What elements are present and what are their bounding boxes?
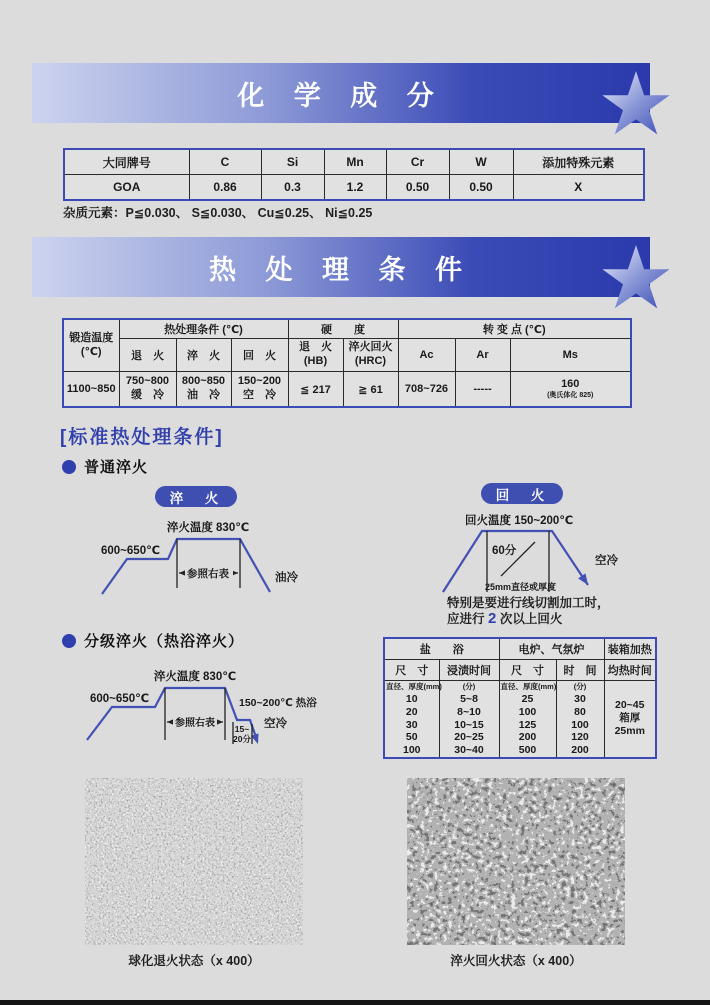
ht-anneal-cooling: 缓 冷 — [131, 389, 164, 401]
ht-sub-temper: 回 火 — [231, 339, 288, 372]
soak-furnace-times: (分) 30 80 100 120 200 — [556, 681, 604, 758]
wire-cut-note-line1: 特别是要进行线切割加工时， — [447, 596, 610, 610]
per-thickness-label: 25mm直径或厚度 — [485, 582, 557, 592]
ht-value-temper — [231, 372, 288, 408]
refer-table-label: 参照右表 — [187, 568, 229, 580]
chem-value-cr: 0.50 — [386, 175, 449, 201]
table-row — [63, 372, 631, 408]
soak-group-furnace: 电炉、气氛炉 — [499, 638, 604, 660]
ht-header-forging — [63, 319, 119, 372]
bullet-icon — [62, 460, 76, 474]
ht-value-anneal — [119, 372, 176, 408]
impurity-note: 杂质元素：P≦0.030、 S≦0.030、 Cu≦0.25、 Ni≦0.25 — [63, 206, 373, 220]
chem-value-special: X — [513, 175, 644, 201]
normal-quench-label: 普通淬火 — [84, 459, 149, 476]
standard-conditions-title: [标准热处理条件] — [60, 427, 224, 448]
chem-header-special: 添加特殊元素 — [513, 149, 644, 175]
soak-salt-times: (分) 5~8 8~10 10~15 20~25 30~40 — [439, 681, 499, 758]
banner-title-heat-treatment: 热 处 理 条 件 — [208, 254, 473, 285]
ht-sub-ac: Ac — [398, 339, 455, 372]
quench-badge: 淬 火 — [155, 486, 237, 507]
hot-bath-label: 150~200℃ 热浴 — [239, 697, 317, 709]
bullet-icon — [62, 634, 76, 648]
normal-quench-diagram — [95, 518, 310, 602]
ht-ms-austenitizing: (奥氏体化 825) — [547, 392, 594, 400]
ht-sub-anneal: 退 火 — [119, 339, 176, 372]
banner-title-chemical: 化 学 成 分 — [237, 80, 445, 111]
step-quench-heading — [62, 630, 244, 651]
chemical-composition-table — [63, 148, 645, 201]
ht-temper-cooling: 空 冷 — [243, 389, 276, 401]
soak-group-salt-bath: 盐 浴 — [384, 638, 499, 660]
ht-quench-cooling: 油 冷 — [187, 389, 220, 401]
chem-value-si: 0.3 — [261, 175, 324, 201]
quench-peak-label: 淬火温度 830℃ — [153, 671, 237, 683]
wire-cut-note — [447, 596, 610, 627]
chem-header-si: Si — [261, 149, 324, 175]
soak-group-box-heating: 装箱加热 — [604, 638, 656, 660]
section-banner-heat-treatment — [32, 237, 650, 297]
micrograph-spheroidize-annealed — [85, 778, 303, 945]
table-row — [384, 681, 656, 758]
normal-quench-heading — [62, 456, 148, 477]
ht-sub-quench: 淬 火 — [176, 339, 231, 372]
ht-value-ac: 708~726 — [398, 372, 455, 408]
ht-sub-hb-line1: 退 火 — [299, 341, 332, 354]
wire-cut-note-line2 — [447, 611, 610, 627]
step-quench-label: 分级淬火（热浴淬火） — [84, 633, 245, 650]
ht-sub-ms: Ms — [510, 339, 631, 372]
micrograph-caption-right: 淬火回火状态（x 400） — [450, 954, 582, 968]
chem-value-brand: GOA — [64, 175, 189, 201]
unit-label: (分) — [462, 682, 476, 691]
table-row — [64, 175, 644, 201]
chem-header-cr: Cr — [386, 149, 449, 175]
note-pre-text: 应进行 — [447, 612, 485, 626]
section-banner-chemical — [32, 63, 650, 123]
soak-sub-uniform-time: 均热时间 — [604, 660, 656, 681]
chem-value-w: 0.50 — [449, 175, 513, 201]
air-cool-label: 空冷 — [264, 718, 287, 730]
banner-star-icon — [598, 243, 674, 309]
preheat-label: 600~650℃ — [90, 693, 150, 705]
step-quench-diagram — [68, 652, 343, 754]
cool-arrowhead-icon — [578, 573, 588, 585]
temper-time-label: 60分 — [492, 545, 517, 557]
chem-header-w: W — [449, 149, 513, 175]
micrograph-caption-left: 球化退火状态（x 400） — [128, 954, 260, 968]
oil-cool-label: 油冷 — [275, 572, 298, 584]
banner-star-icon — [598, 69, 674, 135]
soak-sub-size1: 尺 寸 — [384, 660, 439, 681]
ht-value-ar: ----- — [455, 372, 510, 408]
ht-value-hb: ≦ 217 — [288, 372, 343, 408]
temper-badge: 回 火 — [481, 483, 563, 504]
soak-sub-size2: 尺 寸 — [499, 660, 556, 681]
ht-group-conditions: 热处理条件 (℃) — [119, 319, 288, 339]
chem-value-c: 0.86 — [189, 175, 261, 201]
chem-header-brand: 大同牌号 — [64, 149, 189, 175]
ht-forging-title: 锻造温度 — [69, 331, 114, 344]
ht-sub-hb-line2: (HB) — [303, 355, 328, 367]
ht-group-transform: 转 变 点 (℃) — [398, 319, 631, 339]
ht-group-hardness: 硬 度 — [288, 319, 398, 339]
note-post-text: 次以上回火 — [499, 612, 563, 626]
ht-value-quench — [176, 372, 231, 408]
hold-time-line2: 20分 — [233, 734, 251, 744]
ht-anneal-range: 750~800 — [125, 375, 170, 388]
refer-table-label: 参照右表 — [175, 718, 215, 729]
ht-value-hrc: ≧ 61 — [343, 372, 398, 408]
soaking-time-table — [383, 637, 657, 759]
unit-label: 直径、厚度(mm) — [386, 682, 442, 691]
air-cool-label: 空冷 — [595, 555, 618, 567]
soak-box-heating-value: 20~45 箱厚 25mm — [604, 681, 656, 758]
soak-salt-sizes: 直径、厚度(mm) 10 20 30 50 100 — [386, 682, 442, 757]
micrograph-texture — [407, 778, 625, 945]
ht-sub-hrc-line2: (HRC) — [354, 355, 387, 367]
ht-forging-unit: (℃) — [80, 345, 102, 358]
ht-value-ms — [510, 372, 631, 408]
ht-value-forging: 1100~850 — [63, 372, 119, 408]
soak-sub-time: 时 间 — [556, 660, 604, 681]
chem-header-c: C — [189, 149, 261, 175]
ht-sub-anneal-hb — [288, 339, 343, 372]
heat-treatment-table — [62, 318, 632, 408]
ht-quench-range: 800~850 — [181, 375, 226, 388]
micrograph-quench-tempered — [407, 778, 625, 945]
chem-value-mn: 1.2 — [324, 175, 386, 201]
soak-sub-soak-time: 浸渍时间 — [439, 660, 499, 681]
temper-peak-label: 回火温度 150~200℃ — [465, 515, 574, 527]
ht-sub-quench-temper-hrc — [343, 339, 398, 372]
unit-label: (分) — [573, 682, 587, 691]
page-bottom-edge — [0, 1000, 710, 1005]
ht-sub-hrc-line1: 淬火回火 — [348, 341, 393, 354]
hold-time-line1: 15~ — [234, 724, 250, 734]
ht-sub-ar: Ar — [455, 339, 510, 372]
temper-diagram — [435, 512, 640, 602]
note-times-number: 2 — [488, 610, 497, 627]
preheat-label: 600~650℃ — [101, 545, 161, 557]
ht-temper-range: 150~200 — [237, 375, 282, 388]
unit-label: 直径、厚度(mm) — [500, 682, 557, 691]
ht-ms-value: 160 — [561, 378, 580, 391]
chem-header-mn: Mn — [324, 149, 386, 175]
soak-furnace-sizes: 直径、厚度(mm) 25 100 125 200 500 — [500, 682, 557, 757]
micrograph-texture — [85, 778, 303, 945]
reference-lines — [177, 539, 240, 588]
quench-peak-label: 淬火温度 830℃ — [166, 522, 250, 534]
